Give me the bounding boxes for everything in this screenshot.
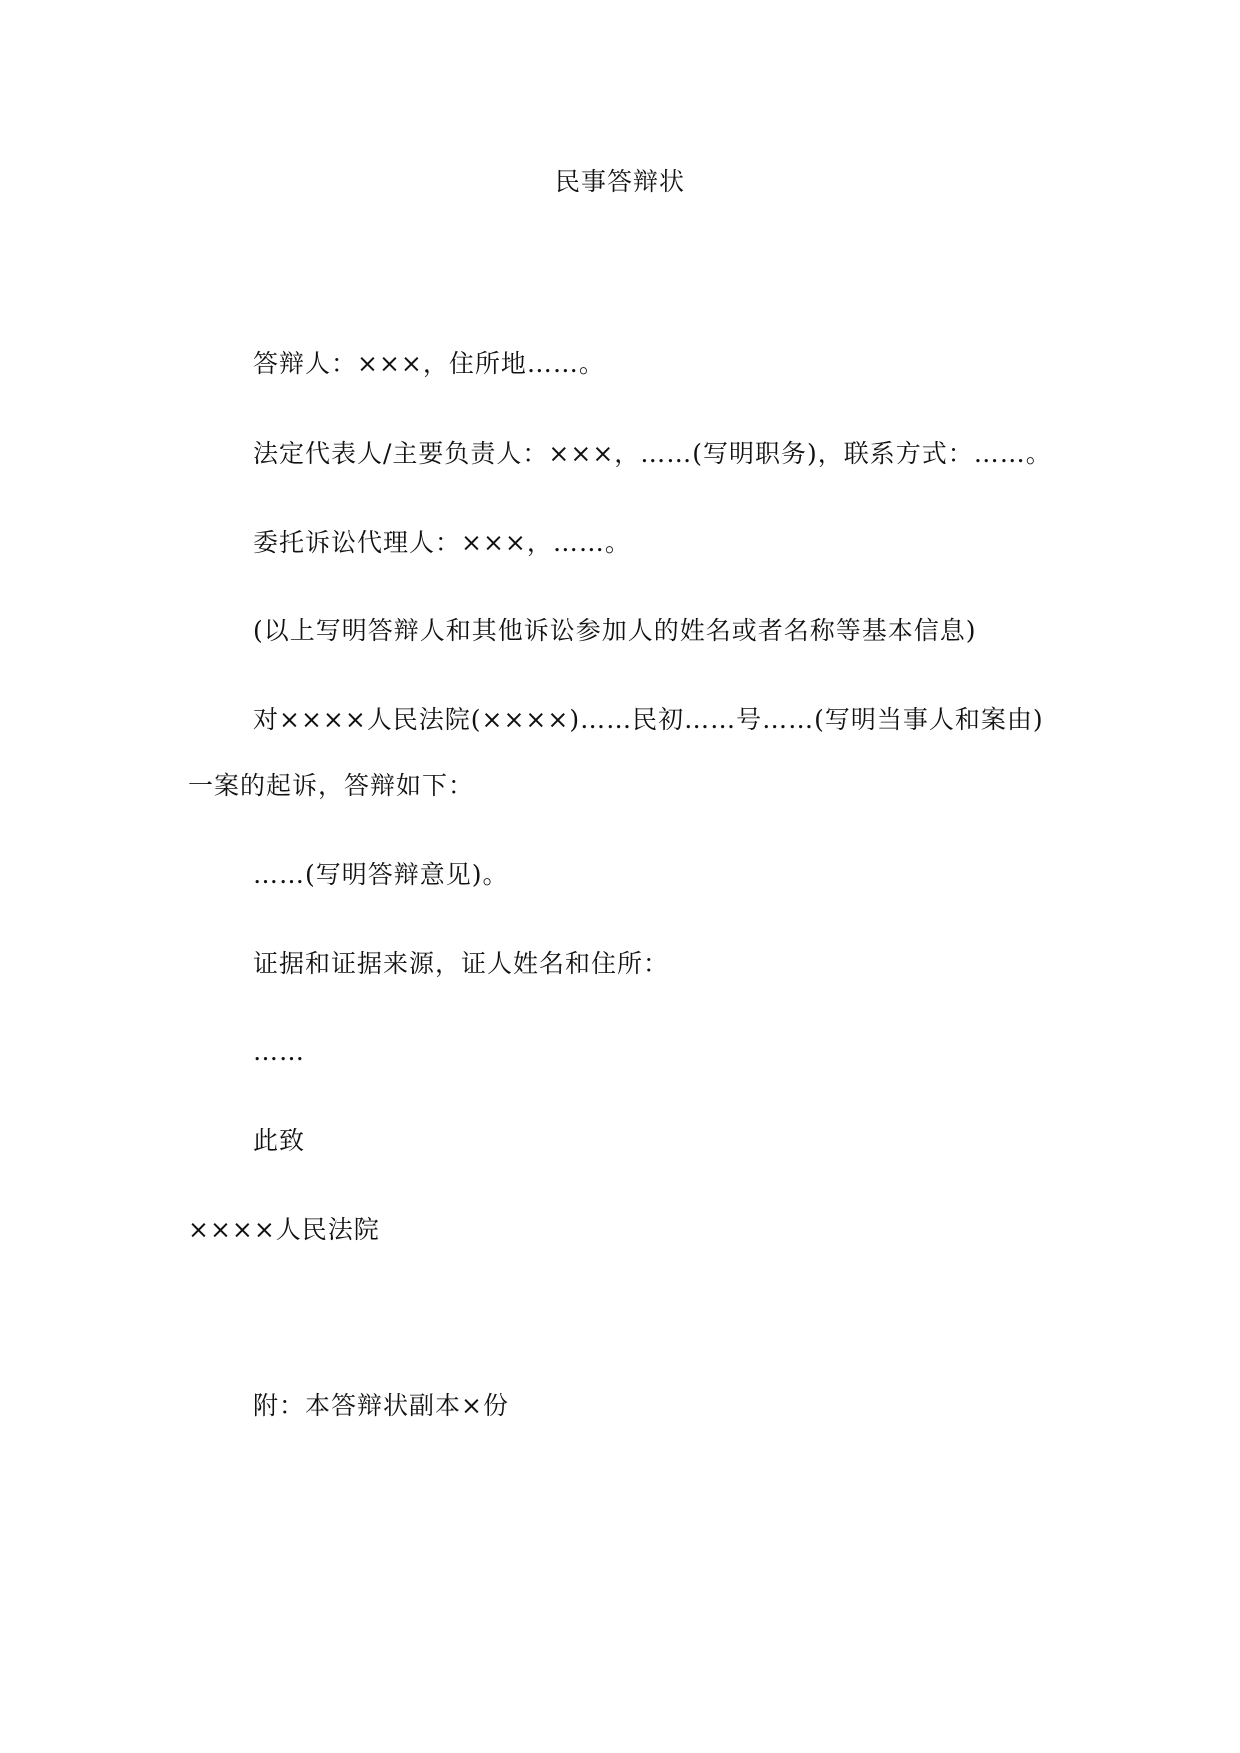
salutation: 此致 xyxy=(253,1126,306,1155)
evidence-placeholder: …… xyxy=(253,1037,305,1066)
agent-line: 委托诉讼代理人：×××，……。 xyxy=(253,528,631,557)
basic-info-note: (以上写明答辩人和其他诉讼参加人的姓名或者名称等基本信息) xyxy=(253,616,977,645)
document-title: 民事答辩状 xyxy=(554,167,685,196)
legal-representative-line: 法定代表人/主要负责人：×××，……(写明职务)，联系方式：……。 xyxy=(253,439,1052,468)
court-name: ××××人民法院 xyxy=(188,1215,380,1244)
case-reference-continuation: 一案的起诉，答辩如下： xyxy=(188,771,475,800)
respondent-line: 答辩人：×××，住所地……。 xyxy=(253,349,605,378)
attachment-line: 附：本答辩状副本×份 xyxy=(253,1391,509,1420)
evidence-heading: 证据和证据来源，证人姓名和住所： xyxy=(253,949,670,978)
defense-opinion-line: ……(写明答辩意见)。 xyxy=(253,860,509,889)
case-reference-line: 对××××人民法院(××××)……民初……号……(写明当事人和案由) xyxy=(253,705,1044,734)
